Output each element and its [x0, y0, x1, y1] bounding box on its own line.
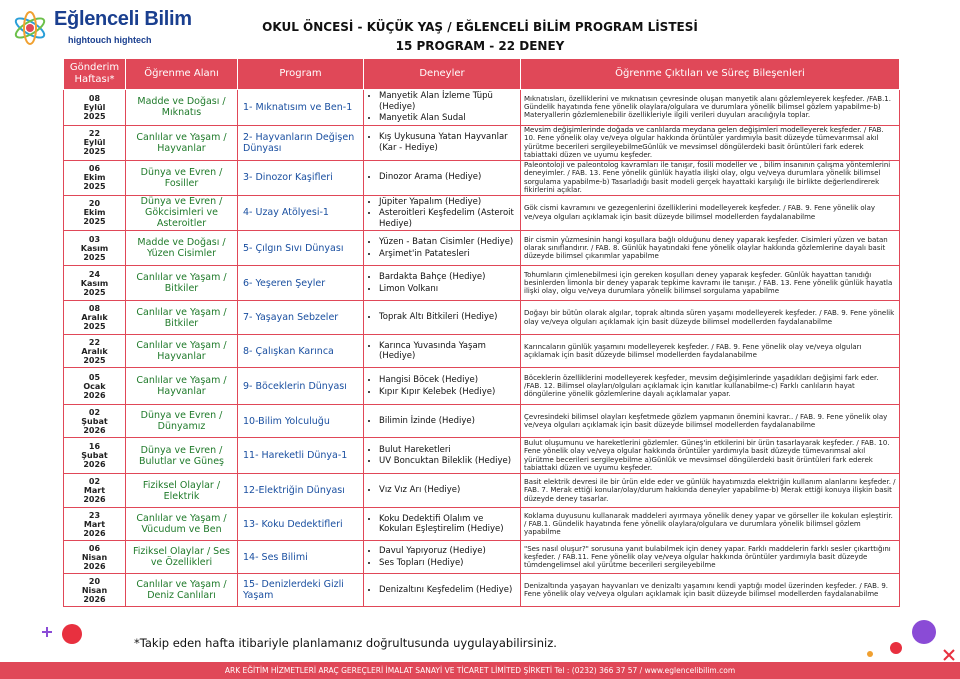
table-row	[64, 195, 900, 231]
row-date-part: 20	[88, 576, 101, 586]
row-date-part: 02	[88, 407, 101, 417]
row-outcome: Mıknatısları, özelliklerini ve mıknatısın çevresinde oluşan manyetik alanı gözlemleyerek keşfeder. /FAB.1. Gündelik hayatında fene yönelik olaylara/olgulara ve durumlara yönelik bilimsel gözlem yapabilme-b) Materyallerin gözlemlenebilir özellikleriyle ilgili verileri duyuları aracılığıyla toplar.	[521, 90, 900, 126]
row-program: 15- Denizlerdeki Gizli Yaşam	[238, 574, 364, 607]
row-date	[64, 508, 126, 541]
row-date-part: 06	[88, 164, 101, 173]
row-outcome: Paleontoloji ve paleontolog kavramları ile tanışır, fosili modeller ve , bilim insanının çalışma yöntemlerini deneyimler. / FAB. 13. Fene yönelik günlük hayatla ilişki olay, olgu ve/veya durumlara yönelik bilimsel sorgulama yapabilme-b) Tasarladığı basit modeli gerçek hayattaki karşılığı ile birlikte değerlendirerek fikirlerini açıklar.	[521, 160, 900, 195]
experiment-list	[367, 416, 517, 427]
row-program: 10-Bilim Yolculuğu	[238, 405, 364, 438]
row-experiments	[364, 195, 521, 231]
row-program: 7- Yaşayan Sebzeler	[238, 301, 364, 335]
row-area: Canlılar ve Yaşam / Hayvanlar	[126, 125, 238, 160]
row-outcome: Bir cismin yüzmesinin hangi koşullara bağlı olduğunu deney yaparak keşfeder. Cisimleri yüzen ve batan olarak sınıflandırır. / FAB. 8. Günlük hayatındaki fene yönelik olaylar hakkında gözlemlerine dayalı basit düzeyde bilimsel çıkarımlar yapabilme	[521, 231, 900, 266]
row-date-part: Mart	[83, 519, 106, 529]
row-date-part: 2026	[83, 495, 106, 504]
row-date	[64, 368, 126, 405]
brand-tagline: hightouch hightech	[68, 35, 152, 45]
page-title: OKUL ÖNCESİ - KÜÇÜK YAŞ / EĞLENCELİ BİLİM PROGRAM LİSTESİ	[262, 20, 698, 34]
row-experiments	[364, 574, 521, 607]
table-row	[64, 335, 900, 368]
experiment-list	[367, 445, 517, 467]
experiment-list	[367, 272, 517, 294]
row-program: 14- Ses Bilimi	[238, 541, 364, 574]
row-date-part: 16	[88, 442, 101, 451]
table-row	[64, 368, 900, 405]
row-outcome: Doğayı bir bütün olarak algılar, toprak altında süren yaşamı modelleyerek keşfeder. / FAB. 9. Fene yönelik olay ve/veya olguları açıklamak için basit düzeyde bilimsel modellerden faydalanabilme	[521, 301, 900, 335]
experiment-item: • Limon Volkanı	[379, 284, 517, 295]
row-experiments	[364, 474, 521, 508]
row-date-part: 2025	[83, 217, 106, 227]
row-date-part: 24	[88, 269, 101, 279]
row-date-part: Aralık	[81, 346, 108, 356]
table-row	[64, 474, 900, 508]
row-date-part: Şubat	[81, 451, 108, 460]
row-area: Canlılar ve Yaşam / Bitkiler	[126, 266, 238, 301]
experiment-item: • Koku Dedektifi Olalım ve Kokuları Eşleştirelim (Hediye)	[379, 514, 517, 535]
row-experiments	[364, 335, 521, 368]
experiment-list	[367, 585, 517, 596]
row-area: Dünya ve Evren / Fosiller	[126, 160, 238, 195]
table-row	[64, 90, 900, 126]
row-experiments	[364, 266, 521, 301]
row-date	[64, 438, 126, 474]
table-row	[64, 405, 900, 438]
row-area: Dünya ve Evren / Dünyamız	[126, 405, 238, 438]
row-experiments	[364, 90, 521, 126]
row-program: 8- Çalışkan Karınca	[238, 335, 364, 368]
experiment-list	[367, 485, 517, 496]
experiment-item: • Vız Vız Arı (Hediye)	[379, 485, 517, 496]
table-row	[64, 266, 900, 301]
row-program: 13- Koku Dedektifleri	[238, 508, 364, 541]
experiment-list	[367, 237, 517, 259]
row-date-part: Nisan	[81, 585, 108, 595]
row-date	[64, 266, 126, 301]
row-program: 4- Uzay Atölyesi-1	[238, 195, 364, 231]
table-row	[64, 301, 900, 335]
row-date	[64, 474, 126, 508]
row-date-part: Kasım	[80, 278, 109, 288]
experiment-item: • Jüpiter Yapalım (Hediye)	[379, 197, 517, 208]
experiment-item: • Dinozor Arama (Hediye)	[379, 172, 517, 183]
row-outcome: "Ses nasıl oluşur?" sorusuna yanıt bulabilmek için deney yapar. Farklı maddelerin farklı sesler çıkarttığını keşfeder. / FAB.11. Fene yönelik olay ve/veya olgular hakkında örüntüler yardımıyla basit düzeyde tümdengelimsel akıl yürütme becerileri sergileyebilme	[521, 541, 900, 574]
header-outcomes: Öğrenme Çıktıları ve Süreç Bileşenleri	[521, 59, 900, 90]
row-area: Dünya ve Evren / Bulutlar ve Güneş	[126, 438, 238, 474]
row-date-part: Eylül	[83, 102, 106, 112]
row-experiments	[364, 541, 521, 574]
experiment-item: • Arşimet'in Patatesleri	[379, 249, 517, 260]
header-experiments: Deneyler	[364, 59, 521, 90]
row-program: 6- Yeşeren Şeyler	[238, 266, 364, 301]
row-date-part: Şubat	[81, 416, 108, 426]
row-date-part: Ocak	[83, 381, 106, 391]
row-date-part: 22	[88, 129, 101, 138]
experiment-item: • Yüzen - Batan Cisimler (Hediye)	[379, 237, 517, 248]
row-date-part: 2025	[83, 287, 106, 297]
row-area: Madde ve Doğası / Mıknatıs	[126, 90, 238, 126]
brand-name: Eğlenceli Bilim	[54, 8, 192, 30]
experiment-list	[367, 91, 517, 124]
experiment-list	[367, 546, 517, 568]
row-outcome: Karıncaların günlük yaşamını modelleyerek keşfeder. / FAB. 9. Fene yönelik olay ve/veya olguları açıklamak için basit düzeyde bilimsel modellerden faydalanabilme	[521, 335, 900, 368]
row-area: Canlılar ve Yaşam / Vücudum ve Ben	[126, 508, 238, 541]
row-date-part: 2026	[83, 594, 106, 604]
experiment-list	[367, 341, 517, 362]
row-area: Canlılar ve Yaşam / Hayvanlar	[126, 368, 238, 405]
table-row	[64, 125, 900, 160]
experiment-item: • Bulut Hareketleri	[379, 445, 517, 456]
row-outcome: Bulut oluşumunu ve hareketlerini gözlemler. Güneş'in etkilerini bir ürün tasarlayarak keşfeder. / FAB. 10. Fene yönelik olay ve/veya olgular hakkında örüntüler yardımıyla basit düzeyde tümevarımsal akıl yürütme becerileri sergileyebilme a)Günlük ve mevsimsel döngülerdeki basit örüntüleri fark ederek tabiattaki düzen ve uyumu keşfeder.	[521, 438, 900, 474]
row-program: 2- Hayvanların Değişen Dünyası	[238, 125, 364, 160]
row-area: Canlılar ve Yaşam / Hayvanlar	[126, 335, 238, 368]
row-program: 1- Mıknatısım ve Ben-1	[238, 90, 364, 126]
row-program: 5- Çılgın Sıvı Dünyası	[238, 231, 364, 266]
row-date-part: Aralık	[81, 313, 108, 322]
experiment-list	[367, 312, 517, 323]
row-experiments	[364, 160, 521, 195]
table-body	[64, 90, 900, 607]
row-date-part: 2025	[83, 355, 106, 365]
row-outcome: Gök cismi kavramını ve gezegenlerini özelliklerini modelleyerek keşfeder. / FAB. 9. Fene yönelik olay ve/veya olguları açıklamak için basit düzeyde bilimsel modellerden faydalanabilme	[521, 195, 900, 231]
row-date	[64, 335, 126, 368]
program-table	[63, 58, 900, 607]
decorative-shapes-right	[860, 618, 960, 662]
row-date-part: 02	[88, 477, 101, 486]
experiment-item: • Manyetik Alan İzleme Tüpü (Hediye)	[379, 91, 517, 112]
row-experiments	[364, 368, 521, 405]
row-date-part: Ekim	[83, 173, 106, 182]
row-outcome: Koklama duyusunu kullanarak maddeleri ayırmaya yönelik deney yapar ve görseller ile kokuları eşleştirir. / FAB.1. Gündelik hayatında fene yönelik olaylara/olgulara ve durumlara yönelik bilimsel gözlem yapabilme	[521, 508, 900, 541]
row-date-part: 22	[88, 337, 101, 347]
experiment-item: • Bardakta Bahçe (Hediye)	[379, 272, 517, 283]
row-outcome: Denizaltında yaşayan hayvanları ve denizaltı yaşamını kendi yaptığı model üzerinden keşfeder. / FAB. 9. Fene yönelik olay ve/veya olguları açıklamak için basit düzeyde bilimsel modellerden faydalanabilme	[521, 574, 900, 607]
experiment-item: • Hangisi Böcek (Hediye)	[379, 375, 517, 386]
row-program: 12-Elektriğin Dünyası	[238, 474, 364, 508]
row-program: 3- Dinozor Kaşifleri	[238, 160, 364, 195]
row-outcome: Basit elektrik devresi ile bir ürün elde eder ve günlük hayatımızda elektriğin kullanım alanlarını keşfeder. / FAB. 7. Merak ettiği konular/olay/durum hakkında deneyler yapabilme-b) Merak ettiği konuya ilişkin basit düzeyde deney tasarlar.	[521, 474, 900, 508]
row-date-part: 05	[88, 372, 101, 382]
footnote: *Takip eden hafta itibariyle planlamanız doğrultusunda uygulayabilirsiniz.	[134, 636, 557, 650]
row-area: Madde ve Doğası / Yüzen Cisimler	[126, 231, 238, 266]
footer-bar: ARK EĞİTİM HİZMETLERİ ARAÇ GEREÇLERİ İMALAT SANAYİ VE TİCARET LİMİTED ŞİRKETİ Tel : (0232) 366 37 57 / www.eglencelibilim.com	[0, 662, 960, 679]
row-date-part: 20	[88, 199, 101, 209]
row-date-part: 08	[88, 93, 101, 103]
experiment-item: • Manyetik Alan Sudal	[379, 113, 517, 124]
experiment-item: • Kış Uykusuna Yatan Hayvanlar (Kar - Hediye)	[379, 132, 517, 153]
row-outcome: Çevresindeki bilimsel olayları keşfetmede gözlem yapmanın önemini kavrar.. / FAB. 9. Fene yönelik olay ve/veya olguları açıklamak için basit düzeyde bilimsel modellerden faydalanabilme	[521, 405, 900, 438]
row-date-part: Eylül	[83, 138, 106, 147]
experiment-item: • Toprak Altı Bitkileri (Hediye)	[379, 312, 517, 323]
page-subtitle: 15 PROGRAM - 22 DENEY	[395, 39, 565, 53]
experiment-item: • Denizaltını Keşfedelim (Hediye)	[379, 585, 517, 596]
experiment-item: • Asteroitleri Keşfedelim (Asteroit Hediye)	[379, 208, 517, 229]
row-date-part: 2025	[83, 111, 106, 121]
row-date-part: 2026	[83, 561, 106, 571]
row-date-part: 2026	[83, 390, 106, 400]
row-date-part: Kasım	[80, 243, 109, 253]
table-row	[64, 231, 900, 266]
row-outcome: Mevsim değişimlerinde doğada ve canlılarda meydana gelen değişimleri modelleyerek keşfeder. / FAB. 10. Fene yönelik olay ve/veya olgular hakkında örüntüler yardımıyla basit düzeyde tümevarımsal akıl yürütme becerileri sergileyebilmeGünlük ve mevsimsel döngülerdeki basit örüntüleri fark ederek tabiattaki düzen ve uyumu keşfeder.	[521, 125, 900, 160]
row-date-part: 2026	[83, 460, 106, 469]
row-experiments	[364, 125, 521, 160]
experiment-item: • Karınca Yuvasında Yaşam (Hediye)	[379, 341, 517, 362]
row-area: Fiziksel Olaylar / Elektrik	[126, 474, 238, 508]
table-row	[64, 438, 900, 474]
row-date-part: 2025	[83, 322, 106, 331]
row-date	[64, 160, 126, 195]
row-date-part: 08	[88, 304, 101, 313]
experiment-item: • UV Boncuktan Bileklik (Hediye)	[379, 456, 517, 467]
experiment-list	[367, 197, 517, 230]
experiment-list	[367, 375, 517, 397]
experiment-list	[367, 172, 517, 183]
row-date-part: Mart	[83, 486, 106, 495]
row-date-part: 03	[88, 234, 101, 244]
row-outcome: Tohumların çimlenebilmesi için gereken koşulları deney yaparak keşfeder. Günlük hayattan tanıdığı besinlerden limonla bir deney yaparak tepkime kavramı ile tanışır. / FAB. 13. Fene yönelik günlük hayatla ilişki olay, olgu ve/veya durumlara yönelik bilimsel sorgulama yapabilme	[521, 266, 900, 301]
table-header-row	[64, 59, 900, 90]
row-area: Canlılar ve Yaşam / Deniz Canlıları	[126, 574, 238, 607]
table-row	[64, 160, 900, 195]
header-program: Program	[238, 59, 364, 90]
row-experiments	[364, 438, 521, 474]
row-area: Fiziksel Olaylar / Ses ve Özellikleri	[126, 541, 238, 574]
row-date	[64, 301, 126, 335]
row-program: 9- Böceklerin Dünyası	[238, 368, 364, 405]
header-date: Gönderim Haftası*	[64, 59, 126, 90]
row-outcome: Böceklerin özelliklerini modelleyerek keşfeder, mevsim değişimlerinde yaşadıkları değişimi fark eder. /FAB. 12. Bilimsel olayları/olguları açıklamak için kanıtlar kullanabilme-c) Farklı canlıların hayat döngülerine yönelik gözlemlerine dayalı açıklamalar yapar.	[521, 368, 900, 405]
row-program: 11- Hareketli Dünya-1	[238, 438, 364, 474]
table-row	[64, 541, 900, 574]
row-date-part: Nisan	[81, 552, 108, 562]
table-row	[64, 508, 900, 541]
row-date-part: Ekim	[83, 208, 106, 218]
row-experiments	[364, 405, 521, 438]
row-date	[64, 574, 126, 607]
experiment-item: • Bilimin İzinde (Hediye)	[379, 416, 517, 427]
row-date	[64, 231, 126, 266]
row-date-part: 23	[88, 510, 101, 520]
row-area: Canlılar ve Yaşam / Bitkiler	[126, 301, 238, 335]
row-date	[64, 125, 126, 160]
decorative-shapes-left	[38, 622, 98, 662]
row-area: Dünya ve Evren / Gökcisimleri ve Asteroitler	[126, 195, 238, 231]
row-experiments	[364, 231, 521, 266]
row-date-part: 2025	[83, 147, 106, 156]
row-date	[64, 405, 126, 438]
row-experiments	[364, 301, 521, 335]
row-date	[64, 195, 126, 231]
experiment-list	[367, 132, 517, 153]
experiment-item: • Ses Topları (Hediye)	[379, 558, 517, 569]
row-date	[64, 90, 126, 126]
row-date-part: 2026	[83, 528, 106, 538]
table-row	[64, 574, 900, 607]
row-date-part: 06	[88, 543, 101, 553]
row-experiments	[364, 508, 521, 541]
experiment-item: • Kıpır Kıpır Kelebek (Hediye)	[379, 387, 517, 398]
row-date	[64, 541, 126, 574]
row-date-part: 2025	[83, 182, 106, 191]
row-date-part: 2026	[83, 425, 106, 435]
experiment-list	[367, 514, 517, 535]
header-area: Öğrenme Alanı	[126, 59, 238, 90]
experiment-item: • Davul Yapıyoruz (Hediye)	[379, 546, 517, 557]
row-date-part: 2025	[83, 252, 106, 262]
